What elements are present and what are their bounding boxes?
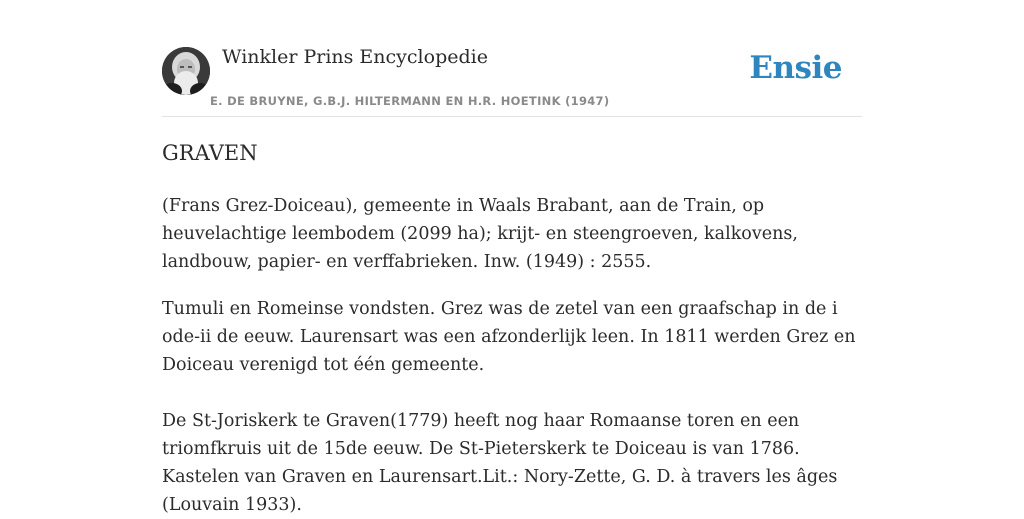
author-avatar[interactable] — [162, 47, 210, 95]
site-header — [162, 0, 862, 117]
entry-title: GRAVEN — [162, 141, 258, 165]
portrait-icon — [162, 47, 210, 95]
brand-logo[interactable]: Ensie — [749, 50, 842, 86]
site-title[interactable]: Winkler Prins Encyclopedie — [222, 46, 488, 68]
entry-paragraph: (Frans Grez-Doiceau), gemeente in Waals Brabant, aan de Train, op heuvelachtige leembodem (2099 ha); krijt- en steengroeven, kalkovens, landbouw, papier- en verffabrieken. Inw. (1949) : 2555. — [162, 196, 798, 272]
page — [162, 0, 862, 515]
entry-paragraph: De St-Joriskerk te Graven(1779) heeft nog haar Romaanse toren en een triomfkruis uit de 15de eeuw. De St-Pieterskerk te Doiceau is van 1786. Kastelen van Graven en Laurensart.Lit.: Nory-Zette, G. D. à travers les âges (Louvain 1933). — [162, 411, 838, 515]
authors-credit: E. DE BRUYNE, G.B.J. HILTERMANN EN H.R. HOETINK (1947) — [210, 94, 610, 108]
entry-paragraph: Tumuli en Romeinse vondsten. Grez was de zetel van een graafschap in de i ode-ii de eeuw. Laurensart was een afzonderlijk leen. In 1811 werden Grez en Doiceau verenigd tot één gemeente. — [162, 299, 856, 375]
